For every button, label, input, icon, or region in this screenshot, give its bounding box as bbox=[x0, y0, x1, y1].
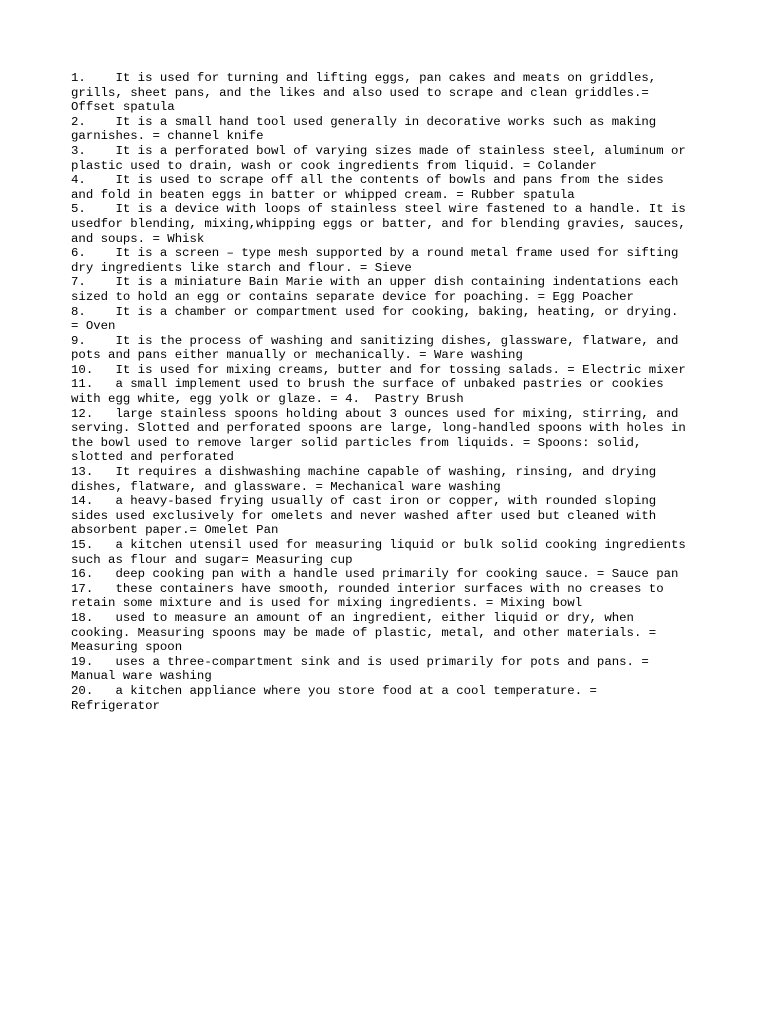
text-line: serving. Slotted and perforated spoons are large, long-handled spoons with holes in bbox=[71, 421, 686, 436]
text-line: 10. It is used for mixing creams, butter and for tossing salads. = Electric mixer bbox=[71, 362, 686, 377]
text-line: cooking. Measuring spoons may be made of plastic, metal, and other materials. = bbox=[71, 625, 657, 640]
text-line: 17. these containers have smooth, rounded interior surfaces with no creases to bbox=[71, 581, 664, 596]
text-line: sides used exclusively for omelets and never washed after used but cleaned with bbox=[71, 508, 657, 523]
text-line: sized to hold an egg or contains separate device for poaching. = Egg Poacher bbox=[71, 289, 634, 304]
text-line: 11. a small implement used to brush the surface of unbaked pastries or cookies bbox=[71, 377, 664, 392]
text-line: usedfor blending, mixing,whipping eggs or batter, and for blending gravies, sauces, bbox=[71, 216, 686, 231]
text-line: Refrigerator bbox=[71, 698, 160, 713]
text-line: plastic used to drain, wash or cook ingredients from liquid. = Colander bbox=[71, 158, 597, 173]
text-line: 14. a heavy-based frying usually of cast iron or copper, with rounded sloping bbox=[71, 494, 657, 509]
text-line: dishes, flatware, and glassware. = Mechanical ware washing bbox=[71, 479, 501, 494]
text-line: with egg white, egg yolk or glaze. = 4. Pastry Brush bbox=[71, 392, 464, 407]
text-line: 5. It is a device with loops of stainless steel wire fastened to a handle. It is bbox=[71, 202, 686, 217]
text-line: Manual ware washing bbox=[71, 669, 212, 684]
text-line: 1. It is used for turning and lifting eggs, pan cakes and meats on griddles, bbox=[71, 71, 657, 85]
text-line: 16. deep cooking pan with a handle used primarily for cooking sauce. = Sauce pan bbox=[71, 567, 679, 582]
text-line: 3. It is a perforated bowl of varying sizes made of stainless steel, aluminum or bbox=[71, 143, 686, 158]
text-line: such as flour and sugar= Measuring cup bbox=[71, 552, 353, 567]
text-line: 2. It is a small hand tool used generally in decorative works such as making bbox=[71, 114, 657, 129]
text-line: retain some mixture and is used for mixing ingredients. = Mixing bowl bbox=[71, 596, 583, 611]
text-line: 18. used to measure an amount of an ingredient, either liquid or dry, when bbox=[71, 610, 634, 625]
text-line: pots and pans either manually or mechanically. = Ware washing bbox=[71, 348, 523, 363]
text-line: Measuring spoon bbox=[71, 640, 183, 655]
text-line: 8. It is a chamber or compartment used for cooking, baking, heating, or drying. bbox=[71, 304, 679, 319]
text-line: Offset spatula bbox=[71, 100, 175, 115]
text-line: 19. uses a three-compartment sink and is used primarily for pots and pans. = bbox=[71, 654, 649, 669]
text-line: grills, sheet pans, and the likes and also used to scrape and clean griddles.= bbox=[71, 85, 649, 100]
text-line: 4. It is used to scrape off all the contents of bowls and pans from the sides bbox=[71, 173, 664, 188]
text-line: 20. a kitchen appliance where you store food at a cool temperature. = bbox=[71, 683, 597, 698]
text-line: 15. a kitchen utensil used for measuring liquid or bulk solid cooking ingredients bbox=[71, 538, 686, 552]
text-line: and fold in beaten eggs in batter or whipped cream. = Rubber spatula bbox=[71, 187, 575, 202]
text-line: dry ingredients like starch and flour. = Sieve bbox=[71, 260, 412, 275]
document-body bbox=[71, 71, 711, 713]
text-line: 9. It is the process of washing and sanitizing dishes, glassware, flatware, and bbox=[71, 333, 679, 348]
text-line: 12. large stainless spoons holding about 3 ounces used for mixing, stirring, and bbox=[71, 406, 679, 421]
text-line: and soups. = Whisk bbox=[71, 231, 205, 246]
text-line: 13. It requires a dishwashing machine capable of washing, rinsing, and drying bbox=[71, 465, 657, 480]
text-line: absorbent paper.= Omelet Pan bbox=[71, 523, 279, 538]
text-line: 6. It is a screen – type mesh supported by a round metal frame used for sifting bbox=[71, 246, 679, 261]
text-line: = Oven bbox=[71, 319, 116, 334]
text-line: slotted and perforated bbox=[71, 450, 234, 465]
text-line: the bowl used to remove larger solid particles from liquids. = Spoons: solid, bbox=[71, 435, 642, 450]
text-line: 7. It is a miniature Bain Marie with an upper dish containing indentations each bbox=[71, 275, 679, 290]
text-line: garnishes. = channel knife bbox=[71, 129, 264, 144]
